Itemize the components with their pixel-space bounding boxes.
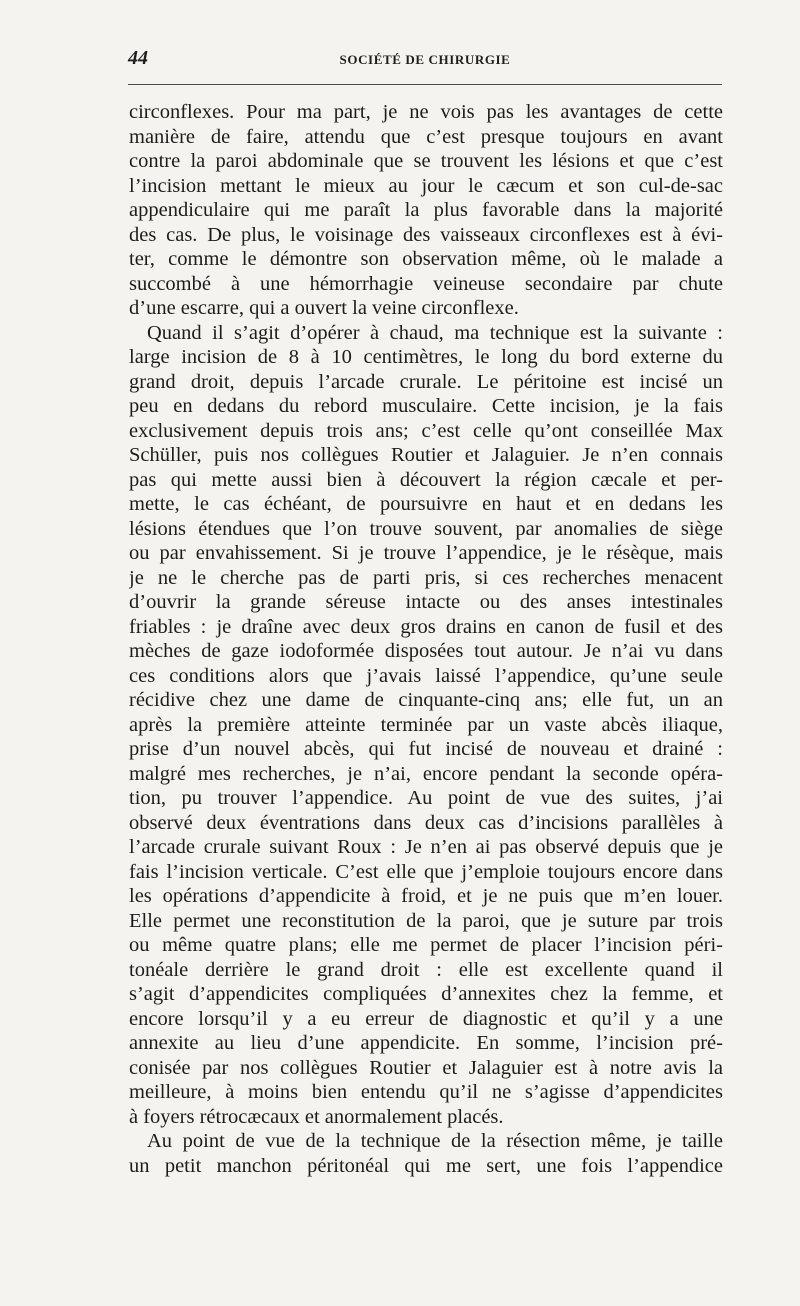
text-line: Schüller, puis nos collègues Routier et Jalaguier. Je n’en connais — [129, 444, 723, 466]
text-line: tion, pu trouver l’appendice. Au point de vue des suites, j’ai — [129, 787, 723, 809]
text-line: large incision de 8 à 10 centimètres, le long du bord externe du — [129, 346, 723, 368]
text-line: l’incision mettant le mieux au jour le cæcum et son cul-de-sac — [129, 174, 723, 197]
text-line: lésions étendues que l’on trouve souvent, par anomalies de siège — [129, 517, 723, 540]
text-line: conisée par nos collègues Routier et Jalaguier est à notre avis la — [129, 1056, 723, 1079]
text-line: peu en dedans du rebord musculaire. Cette incision, je la fais — [129, 395, 723, 417]
text-line: ou par envahissement. Si je trouve l’appendice, je le résèque, mais — [129, 542, 723, 564]
page-header — [128, 44, 722, 76]
text-line: s’agit d’appendicites compliquées d’annexites chez la femme, et — [129, 983, 723, 1005]
text-line: Elle permet une reconstitution de la paroi, que je suture par trois — [129, 909, 723, 932]
text-line: je ne le cherche pas de parti pris, si ces recherches menacent — [129, 566, 723, 589]
running-head: SOCIÉTÉ DE CHIRURGIE — [339, 52, 511, 67]
text-line: d’une escarre, qui a ouvert la veine circonflexe. — [129, 297, 519, 319]
text-line: Au point de vue de la technique de la résection même, je taille — [147, 1130, 723, 1152]
text-line: encore lorsqu’il y a eu erreur de diagnostic et qu’il y a une — [129, 1007, 723, 1030]
text-line: un petit manchon péritonéal qui me sert, une fois l’appendice — [129, 1154, 723, 1177]
text-line: les opérations d’appendicite à froid, et je ne puis que m’en louer. — [129, 885, 723, 907]
body-text — [129, 100, 723, 1178]
text-line: après la première atteinte terminée par un vaste abcès iliaque, — [129, 713, 723, 736]
text-line: observé deux éventrations dans deux cas d’incisions parallèles à — [129, 811, 723, 834]
text-line: circonflexes. Pour ma part, je ne vois pas les avantages de cette — [129, 101, 723, 123]
text-line: d’ouvrir la grande séreuse intacte ou des anses intestinales — [129, 591, 723, 613]
text-line: friables : je draîne avec deux gros drains en canon de fusil et des — [129, 615, 723, 638]
text-line: prise d’un nouvel abcès, qui fut incisé de nouveau et drainé : — [129, 738, 723, 760]
text-line: exclusivement depuis trois ans; c’est celle qu’ont conseillée Max — [129, 419, 723, 442]
text-line: ou même quatre plans; elle me permet de placer l’incision péri- — [129, 934, 723, 956]
text-line: l’arcade crurale suivant Roux : Je n’en ai pas observé depuis que je — [129, 836, 723, 858]
text-line: manière de faire, attendu que c’est presque toujours en avant — [129, 125, 723, 148]
text-line: fais l’incision verticale. C’est elle que j’emploie toujours encore dans — [129, 860, 723, 883]
text-line: Quand il s’agit d’opérer à chaud, ma technique est la suivante : — [147, 321, 723, 344]
text-line: mette, le cas échéant, de poursuivre en haut et en dedans les — [129, 493, 723, 515]
text-line: contre la paroi abdominale que se trouvent les lésions et que c’est — [129, 150, 723, 172]
text-line: mèches de gaze iodoformée disposées tout autour. Je n’ai vu dans — [129, 640, 723, 662]
text-line: à foyers rétrocæcaux et anormalement placés. — [129, 1105, 504, 1128]
header-rule — [128, 84, 722, 85]
text-line: meilleure, à moins bien entendu qu’il ne s’agisse d’appendicites — [129, 1081, 723, 1103]
text-line: malgré mes recherches, je n’ai, encore pendant la seconde opéra- — [129, 762, 723, 785]
text-line: succombé à une hémorrhagie veineuse secondaire par chute — [129, 272, 723, 295]
text-line: appendiculaire qui me paraît la plus favorable dans la majorité — [129, 199, 723, 221]
text-line: grand droit, depuis l’arcade crurale. Le péritoine est incisé un — [129, 370, 723, 393]
text-line: des cas. De plus, le voisinage des vaisseaux circonflexes est à évi- — [129, 223, 723, 246]
text-line: tonéale derrière le grand droit : elle est excellente quand il — [129, 958, 723, 981]
text-line: ces conditions alors que j’avais laissé l’appendice, qu’une seule — [129, 664, 723, 687]
text-line: récidive chez une dame de cinquante-cinq ans; elle fut, un an — [129, 689, 723, 711]
text-line: ter, comme le démontre son observation même, où le malade a — [129, 248, 723, 270]
text-line: pas qui mette aussi bien à découvert la région cæcale et per- — [129, 468, 723, 491]
page-number: 44 — [128, 47, 148, 69]
text-line: annexite au lieu d’une appendicite. En somme, l’incision pré- — [129, 1032, 723, 1054]
